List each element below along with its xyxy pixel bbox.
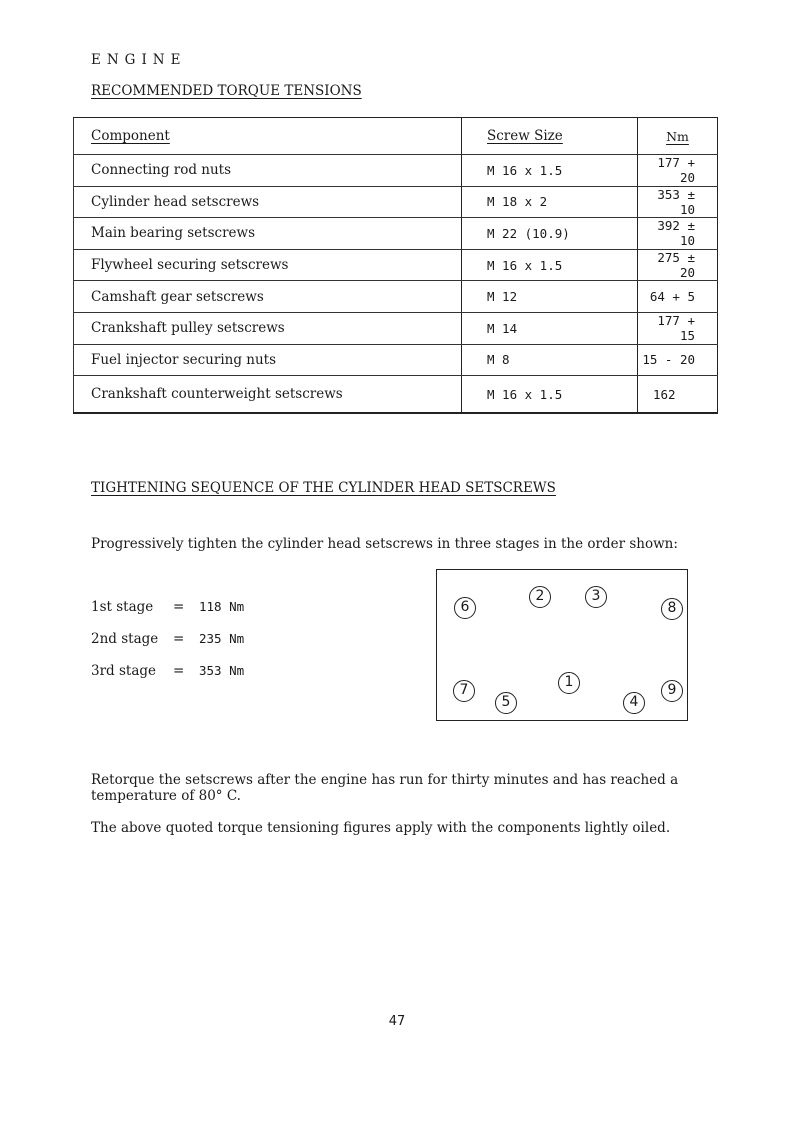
cylinder-head-diagram xyxy=(436,569,688,721)
header-screw-size: Screw Size xyxy=(487,128,563,144)
table-row xyxy=(74,281,718,313)
bolt-6: 6 xyxy=(454,597,476,619)
cell-nm: 15 - 20 xyxy=(638,344,718,376)
cell-screw-size: M 16 x 1.5 xyxy=(462,155,638,187)
retorque-note: Retorque the setscrews after the engine has run for thirty minutes and has reached a temperature of 80° C. xyxy=(91,772,679,804)
cell-component: Fuel injector securing nuts xyxy=(74,344,462,376)
stage-value: 235 Nm xyxy=(199,631,245,646)
header-nm: Nm xyxy=(666,128,689,144)
cell-component: Crankshaft counterweight setscrews xyxy=(74,376,462,414)
table-header-row xyxy=(74,118,718,155)
bolt-9: 9 xyxy=(661,680,683,702)
stage-3 xyxy=(91,663,245,679)
cell-nm: 177 + 15 xyxy=(638,312,718,344)
section-title: ENGINE xyxy=(91,52,187,68)
cell-screw-size: M 16 x 1.5 xyxy=(462,249,638,281)
cell-nm: 392 ± 10 xyxy=(638,218,718,250)
cell-screw-size: M 18 x 2 xyxy=(462,186,638,218)
table-row xyxy=(74,249,718,281)
cell-screw-size: M 14 xyxy=(462,312,638,344)
bolt-4: 4 xyxy=(623,692,645,714)
bolt-2: 2 xyxy=(529,586,551,608)
cell-nm: 353 ± 10 xyxy=(638,186,718,218)
cell-component: Main bearing setscrews xyxy=(74,218,462,250)
cell-component: Flywheel securing setscrews xyxy=(74,249,462,281)
cell-nm: 162 xyxy=(638,376,718,414)
torque-table xyxy=(73,117,718,414)
table-row xyxy=(74,218,718,250)
stage-label: 2nd stage xyxy=(91,631,159,647)
sequence-intro: Progressively tighten the cylinder head setscrews in three stages in the order shown: xyxy=(91,536,678,552)
bolt-7: 7 xyxy=(453,680,475,702)
torque-heading: RECOMMENDED TORQUE TENSIONS xyxy=(91,83,362,99)
cell-nm: 177 + 20 xyxy=(638,155,718,187)
bolt-8: 8 xyxy=(661,598,683,620)
table-row xyxy=(74,344,718,376)
cell-nm: 275 ± 20 xyxy=(638,249,718,281)
sequence-heading: TIGHTENING SEQUENCE OF THE CYLINDER HEAD SETSCREWS xyxy=(91,480,556,496)
stage-value: 353 Nm xyxy=(199,663,245,678)
cell-screw-size: M 16 x 1.5 xyxy=(462,376,638,414)
table-row xyxy=(74,312,718,344)
cell-component: Cylinder head setscrews xyxy=(74,186,462,218)
cell-component: Connecting rod nuts xyxy=(74,155,462,187)
cell-screw-size: M 22 (10.9) xyxy=(462,218,638,250)
table-row xyxy=(74,376,718,414)
stage-label: 1st stage xyxy=(91,599,154,615)
cell-component: Camshaft gear setscrews xyxy=(74,281,462,313)
stage-equals: = xyxy=(173,599,185,615)
page-number: 47 xyxy=(388,1014,406,1029)
bolt-3: 3 xyxy=(585,586,607,608)
cell-screw-size: M 8 xyxy=(462,344,638,376)
cell-component: Crankshaft pulley setscrews xyxy=(74,312,462,344)
oiled-note: The above quoted torque tensioning figures apply with the components lightly oiled. xyxy=(91,820,671,836)
bolt-1: 1 xyxy=(558,672,580,694)
stage-value: 118 Nm xyxy=(199,599,245,614)
cell-screw-size: M 12 xyxy=(462,281,638,313)
stage-1 xyxy=(91,599,245,615)
cell-nm: 64 + 5 xyxy=(638,281,718,313)
table-row xyxy=(74,155,718,187)
table-row xyxy=(74,186,718,218)
bolt-5: 5 xyxy=(495,692,517,714)
stage-label: 3rd stage xyxy=(91,663,157,679)
stage-2 xyxy=(91,631,245,647)
stage-equals: = xyxy=(173,663,185,679)
header-component: Component xyxy=(91,128,170,144)
stage-equals: = xyxy=(173,631,185,647)
